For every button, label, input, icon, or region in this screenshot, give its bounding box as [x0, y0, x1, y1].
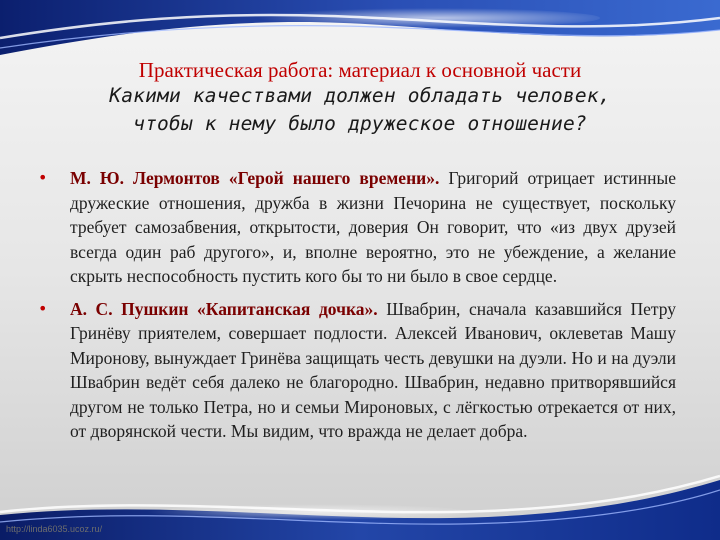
item-text: Григорий отрицает истинные дружеские отношения, дружба в жизни Печорина не существует, поскольку требует самозабвения, открытости, доверия Он говорит, что «из двух друзей всегда один раб другого», и, вполне вероятно, это не убеждение, а желание скрыть неспособность пустить кого бы то ни было в свое сердце.	[70, 168, 676, 286]
slide-title: Практическая работа: материал к основной части	[138, 58, 582, 82]
footer-url: http://linda6035.ucoz.ru/	[6, 524, 103, 534]
question-line-1: Какими качествами должен обладать человек,	[109, 84, 611, 107]
title-block	[30, 58, 690, 138]
item-paragraph	[70, 297, 676, 444]
bullet-marker: •	[38, 168, 48, 187]
question-line-2: чтобы к нему было дружеское отношение?	[133, 112, 587, 135]
item-lead: М. Ю. Лермонтов «Герой нашего времени».	[70, 168, 440, 188]
list-item	[38, 297, 676, 444]
item-lead: А. С. Пушкин «Капитанская дочка».	[70, 298, 378, 319]
bullet-list	[38, 166, 676, 452]
item-paragraph	[70, 166, 676, 289]
list-item	[38, 166, 676, 289]
bullet-marker: •	[38, 298, 48, 318]
item-text: Швабрин, сначала казавшийся Петру Гринёву приятелем, совершает подлости. Алексей Иванович, оклеветав Машу Миронову, вынуждает Гринёва защищать честь девушки на дуэли. Но и на дуэли Швабрин ведёт себя далеко не благородно. Швабрин, недавно притворявшийся другом не только Петра, но и семьи Мироновых, с лёгкостью отрекается от них, от дворянской чести. Мы видим, что вражда не делает добра.	[70, 298, 677, 441]
